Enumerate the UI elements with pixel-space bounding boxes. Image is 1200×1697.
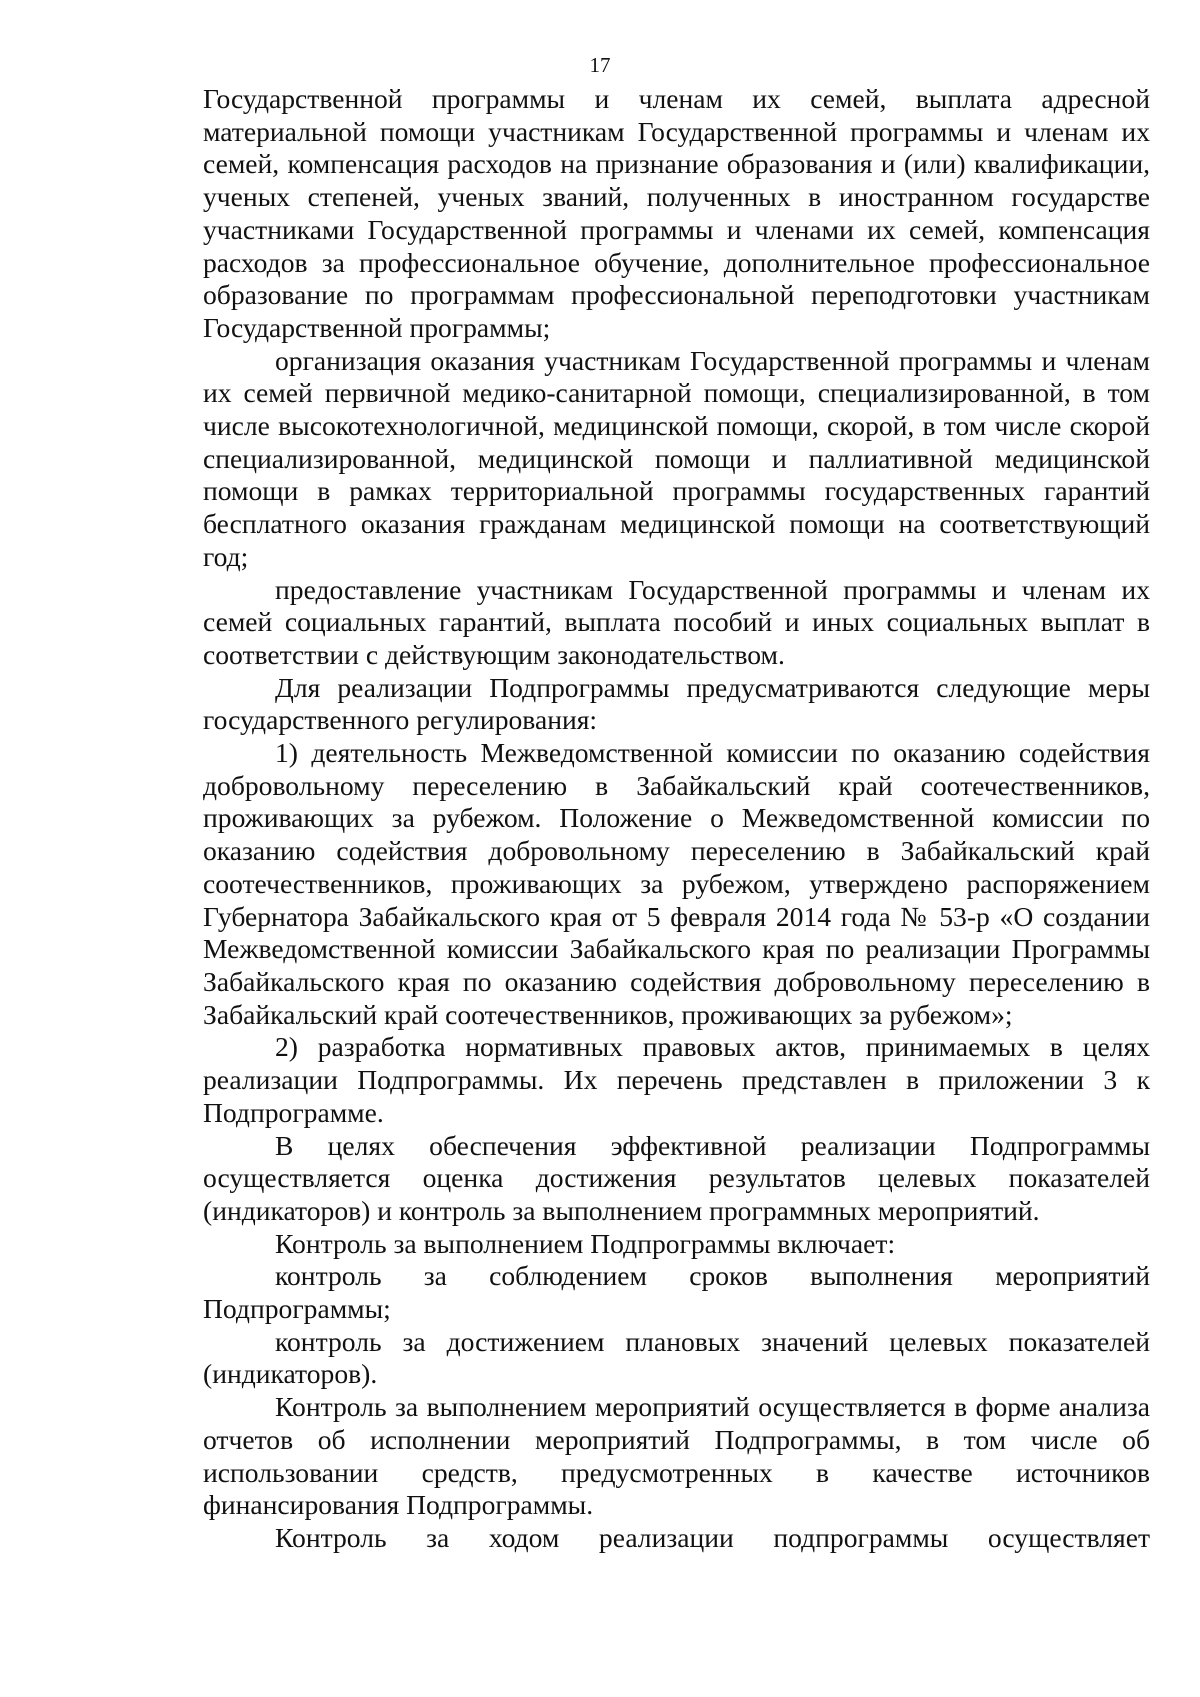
paragraph-measure-2: 2) разработка нормативных правовых актов, принимаемых в целях реализации Подпрограммы. Их перечень представлен в приложении 3 к Подпрограмме. [203,1031,1150,1128]
paragraph-medical-care: организация оказания участникам Государственной программы и членам их семей первичной медико-санитарной помощи, специализированной, в том числе высокотехнологичной, медицинской помощи, скорой, в том числе скорой специализированной, медицинской помощи и паллиативной медицинской помощи в рамках территориальной программы государственных гарантий бесплатного оказания гражданам медицинской помощи на соответствующий год; [203,344,1150,572]
paragraph-measures-intro: Для реализации Подпрограммы предусматриваются следующие меры государственного регулирования: [203,671,1150,736]
page-number: 17 [589,53,611,77]
paragraph-measure-1: 1) деятельность Межведомственной комиссии по оказанию содействия добровольному переселению в Забайкальский край соотечественников, проживающих за рубежом. Положение о Межведомственной комиссии по оказанию содействия добровольному переселению в Забайкальский край соотечественников, проживающих за рубежом, утверждено распоряжением Губернатора Забайкальского края от 5 февраля 2014 года № 53-р «О создании Межведомственной комиссии Забайкальского края по реализации Программы Забайкальского края по оказанию содействия добровольному переселению в Забайкальский край соотечественников, проживающих за рубежом»; [203,737,1150,1030]
paragraph-control-deadlines: контроль за соблюдением сроков выполнения мероприятий Подпрограммы; [203,1260,1150,1325]
document-body [203,83,1150,1555]
paragraph-control-targets: контроль за достижением плановых значений целевых показателей (индикаторов). [203,1325,1150,1390]
paragraph-continuation: Государственной программы и членам их семей, выплата адресной материальной помощи участникам Государственной программы и членам их семей, компенсация расходов на признание образования и (или) квалификации, ученых степеней, ученых званий, полученных в иностранном государстве участниками Государственной программы и членами их семей, компенсация расходов за профессиональное обучение, дополнительное профессиональное образование по программам профессиональной переподготовки участникам Государственной программы; [203,83,1150,343]
paragraph-control-form: Контроль за выполнением мероприятий осуществляется в форме анализа отчетов об исполнении мероприятий Подпрограммы, в том числе об использовании средств, предусмотренных в качестве источников финансирования Подпрограммы. [203,1391,1150,1521]
paragraph-control-progress: Контроль за ходом реализации подпрограммы осуществляет [275,1521,1150,1553]
paragraph-control-intro: Контроль за выполнением Подпрограммы включает: [275,1227,896,1259]
paragraph-evaluation: В целях обеспечения эффективной реализации Подпрограммы осуществляется оценка достижения результатов целевых показателей (индикаторов) и контроль за выполнением программных мероприятий. [203,1129,1150,1226]
paragraph-social-guarantees: предоставление участникам Государственной программы и членам их семей социальных гарантий, выплата пособий и иных социальных выплат в соответствии с действующим законодательством. [203,573,1150,670]
